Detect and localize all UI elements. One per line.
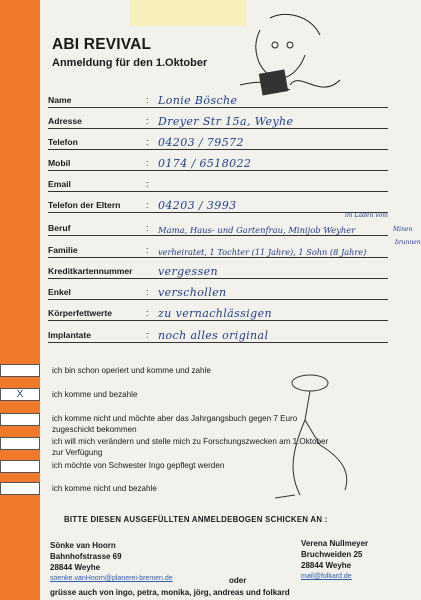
beruf-note: im Laden vom [345, 212, 388, 219]
field-underline [48, 235, 388, 236]
field-label: Telefon [48, 137, 78, 147]
address-name: Verena Nullmeyer [301, 539, 369, 548]
beruf-note-3: brunnen [395, 239, 421, 246]
field-label: Adresse [48, 116, 82, 126]
tape-strip [130, 0, 246, 26]
field-underline [48, 278, 388, 279]
field-label: Kreditkartennummer [48, 266, 133, 276]
field-colon: : [146, 95, 149, 105]
field-colon: : [146, 223, 149, 233]
address-right [301, 538, 368, 582]
telefon-input[interactable]: 04203 / 79572 [158, 136, 244, 149]
address-name: Sönke van Hoorn [50, 541, 116, 550]
field-colon: : [146, 245, 149, 255]
field-beruf [48, 216, 388, 236]
field-implantate [48, 323, 388, 343]
greeting: grüsse auch von ingo, petra, monika, jörg, andreas und folkard [50, 588, 290, 597]
familie-input[interactable]: verheiratet, 1 Tochter (11 Jahre), 1 Sohn (8 Jahre) [158, 247, 367, 257]
option-label-forschung-2: zur Verfügung [52, 448, 103, 457]
field-familie [48, 238, 388, 258]
field-colon: : [146, 287, 149, 297]
field-koerperfett [48, 301, 388, 321]
option-label-komme-bezahle: ich komme und bezahle [52, 390, 138, 399]
orange-sidebar [0, 0, 40, 600]
field-colon: : [146, 200, 149, 210]
option-label-operiert: ich bin schon operiert und komme und zahle [52, 366, 211, 375]
beruf-input[interactable]: Mama, Haus- und Gartenfrau, Minijob Weyher [158, 225, 356, 235]
option-label-schwester: ich möchte von Schwester Ingo gepflegt werden [52, 461, 225, 470]
field-colon: : [146, 308, 149, 318]
field-telefon [48, 130, 388, 150]
address-left [50, 540, 173, 584]
field-label: Telefon der Eltern [48, 200, 121, 210]
option-label-nicht-bezahle: ich komme nicht und bezahle [52, 484, 157, 493]
address-street: Bruchweiden 25 [301, 550, 363, 559]
option-checkbox-schwester[interactable] [0, 460, 40, 473]
beruf-note-2: Minen [393, 226, 413, 233]
field-underline [48, 128, 388, 129]
option-checkbox-operiert[interactable] [0, 364, 40, 377]
field-name [48, 88, 388, 108]
field-underline [48, 299, 388, 300]
field-telefon-eltern [48, 193, 388, 213]
telefon-eltern-input[interactable]: 04203 / 3993 [158, 199, 237, 212]
field-underline [48, 191, 388, 192]
implantate-input[interactable]: noch alles original [158, 329, 269, 342]
field-label: Name [48, 95, 72, 105]
page-title: ABI REVIVAL [52, 36, 152, 53]
field-colon: : [146, 158, 149, 168]
check-mark: X [16, 389, 24, 400]
option-label-jahrgangsbuch: ich komme nicht und möchte aber das Jahrgangsbuch gegen 7 Euro [52, 414, 298, 423]
or-label: oder [229, 576, 247, 585]
option-checkbox-komme-bezahle[interactable] [0, 388, 40, 401]
field-adresse [48, 109, 388, 129]
address-city: 28844 Weyhe [50, 563, 101, 572]
field-kreditkarte [48, 259, 388, 279]
field-colon: : [146, 137, 149, 147]
name-input[interactable]: Lonie Bösche [158, 94, 238, 107]
adresse-input[interactable]: Dreyer Str 15a, Weyhe [158, 115, 294, 128]
field-underline [48, 149, 388, 150]
kreditkarte-input[interactable]: vergessen [158, 265, 219, 278]
email-link[interactable]: mail@folkard.de [301, 573, 352, 580]
field-colon: : [146, 330, 149, 340]
figure-doodle [250, 365, 370, 500]
field-label: Körperfettwerte [48, 308, 112, 318]
field-colon: : [146, 116, 149, 126]
field-label: Familie [48, 245, 78, 255]
field-underline [48, 107, 388, 108]
send-to-heading: BITTE DIESEN AUSGEFÜLLTEN ANMELDEBOGEN SCHICKEN AN : [64, 515, 328, 524]
field-label: Beruf [48, 223, 71, 233]
field-label: Implantate [48, 330, 91, 340]
option-checkbox-jahrgangsbuch[interactable] [0, 413, 40, 426]
enkel-input[interactable]: verschollen [158, 286, 227, 299]
option-checkbox-forschung[interactable] [0, 437, 40, 450]
email-link[interactable]: soenke.vanHoorn@planerei-bremen.de [50, 575, 173, 582]
field-underline [48, 212, 388, 213]
field-label: Mobil [48, 158, 71, 168]
field-email [48, 172, 388, 192]
koerperfett-input[interactable]: zu vernachlässigen [158, 307, 272, 320]
address-city: 28844 Weyhe [301, 561, 352, 570]
field-label: Enkel [48, 287, 71, 297]
field-label: Email [48, 179, 71, 189]
option-label-jahrgangsbuch-2: zugeschickt bekommen [52, 425, 137, 434]
field-mobil [48, 151, 388, 171]
address-street: Bahnhofstrasse 69 [50, 552, 122, 561]
page-subtitle: Anmeldung für den 1.Oktober [52, 57, 208, 69]
mobil-input[interactable]: 0174 / 6518022 [158, 157, 252, 170]
field-colon: : [146, 179, 149, 189]
field-underline [48, 342, 388, 343]
field-enkel [48, 280, 388, 300]
field-underline [48, 257, 388, 258]
option-label-forschung: ich will mich verändern und stelle mich zu Forschungszwecken am 1.Oktober [52, 437, 329, 446]
field-underline [48, 320, 388, 321]
field-underline [48, 170, 388, 171]
option-checkbox-nicht-bezahle[interactable] [0, 482, 40, 495]
